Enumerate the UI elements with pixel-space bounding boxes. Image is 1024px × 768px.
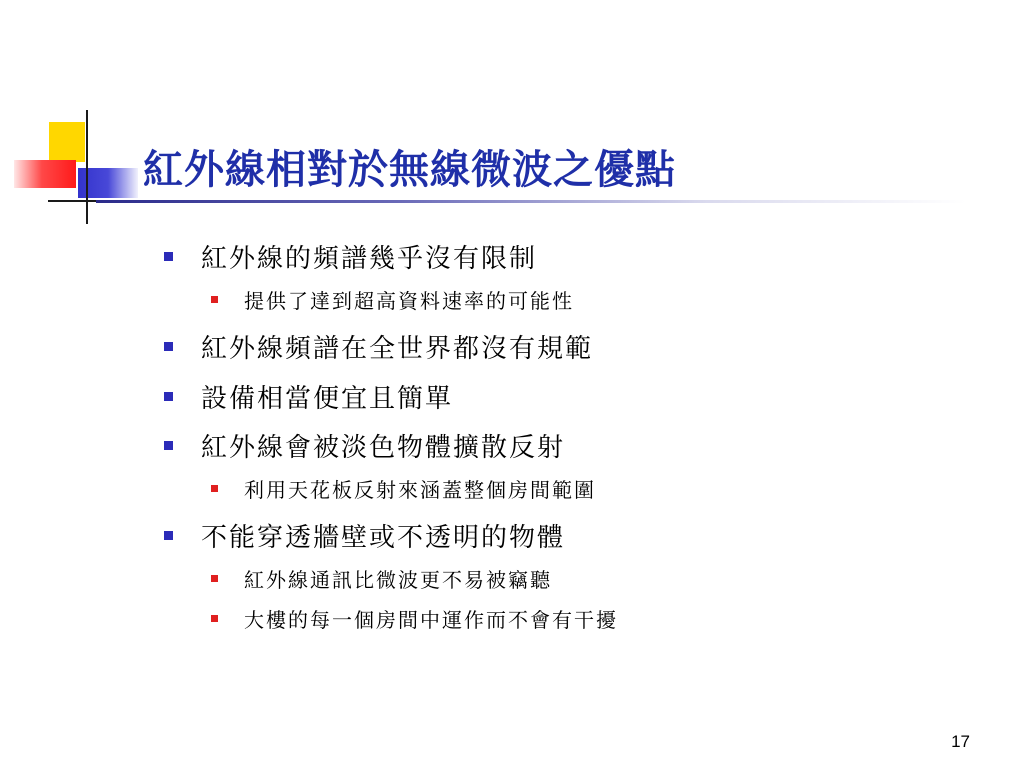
- square-bullet-icon: [164, 342, 173, 351]
- sub-bullet-item: [211, 474, 596, 503]
- square-bullet-icon: [164, 441, 173, 450]
- title-underline: [96, 200, 966, 203]
- slide-title: 紅外線相對於無線微波之優點: [143, 146, 676, 193]
- bullet-text: 設備相當便宜且簡單: [201, 384, 454, 414]
- square-bullet-icon: [211, 485, 218, 492]
- square-bullet-icon: [211, 615, 218, 622]
- logo-vertical-line: [86, 110, 88, 224]
- square-bullet-icon: [164, 392, 173, 401]
- sub-bullet-item: [211, 285, 574, 314]
- square-bullet-icon: [211, 575, 218, 582]
- bullet-text: 紅外線的頻譜幾乎沒有限制: [201, 244, 538, 274]
- bullet-item: [164, 517, 565, 554]
- page-number: 17: [951, 732, 970, 751]
- bullet-text: 不能穿透牆壁或不透明的物體: [201, 523, 566, 553]
- bullet-item: [164, 238, 537, 275]
- square-bullet-icon: [211, 296, 218, 303]
- sub-bullet-text: 提供了達到超高資料速率的可能性: [244, 289, 574, 313]
- logo-horizontal-line: [48, 200, 96, 202]
- logo-yellow-square: [49, 122, 85, 162]
- logo-red-bar: [14, 160, 76, 188]
- sub-bullet-text: 紅外線通訊比微波更不易被竊聽: [244, 568, 552, 592]
- bullet-item: [164, 427, 565, 464]
- sub-bullet-text: 利用天花板反射來涵蓋整個房間範圍: [244, 478, 596, 502]
- bullet-text: 紅外線會被淡色物體擴散反射: [201, 433, 566, 463]
- sub-bullet-item: [211, 564, 552, 593]
- bullet-item: [164, 378, 453, 415]
- bullet-item: [164, 328, 593, 365]
- sub-bullet-item: [211, 604, 618, 633]
- square-bullet-icon: [164, 531, 173, 540]
- square-bullet-icon: [164, 252, 173, 261]
- sub-bullet-text: 大樓的每一個房間中運作而不會有干擾: [244, 608, 618, 632]
- bullet-text: 紅外線頻譜在全世界都沒有規範: [201, 334, 594, 364]
